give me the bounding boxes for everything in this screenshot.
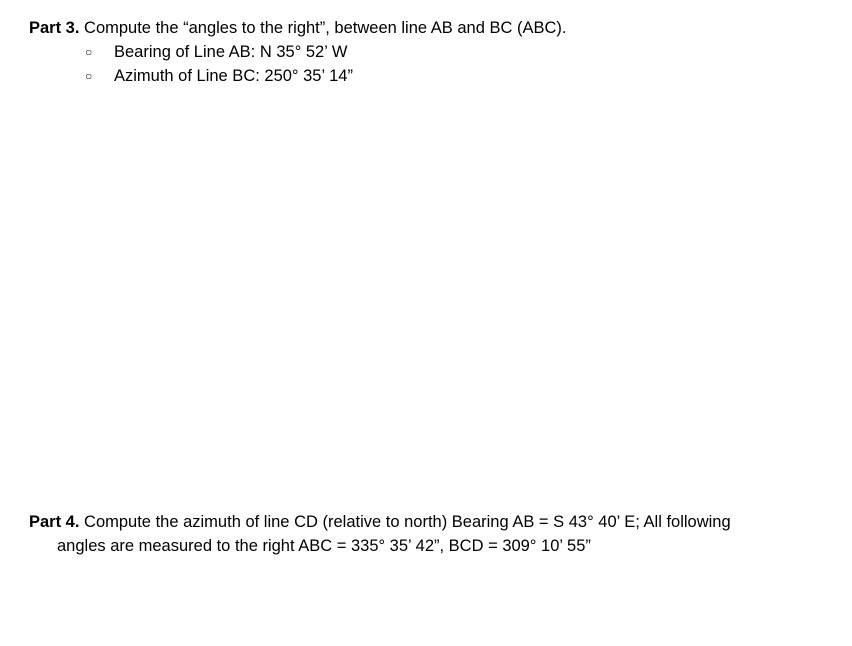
part-4-label: Part 4. [29, 513, 80, 531]
part-4-line-1 [29, 510, 829, 534]
bullet-circle-icon: ○ [85, 69, 93, 83]
part-3-section [29, 16, 829, 88]
part-4-question: Compute the azimuth of line CD (relative to north) Bearing AB = S 43° 40’ E; All following [79, 513, 731, 531]
part-3-label: Part 3. [29, 19, 80, 37]
bearing-ab-text: Bearing of Line AB: N 35° 52’ W [114, 43, 348, 61]
azimuth-bc-text: Azimuth of Line BC: 250° 35’ 14” [114, 67, 353, 85]
list-item [29, 64, 829, 88]
part-4-section [29, 510, 829, 558]
part-3-given-list [29, 40, 829, 88]
part-4-line-2: angles are measured to the right ABC = 335° 35’ 42”, BCD = 309° 10’ 55” [57, 537, 591, 555]
part-3-question: Compute the “angles to the right”, between line AB and BC (ABC). [79, 19, 567, 37]
list-item [29, 40, 829, 64]
bullet-circle-icon: ○ [85, 45, 93, 59]
part-3-heading [29, 16, 829, 40]
